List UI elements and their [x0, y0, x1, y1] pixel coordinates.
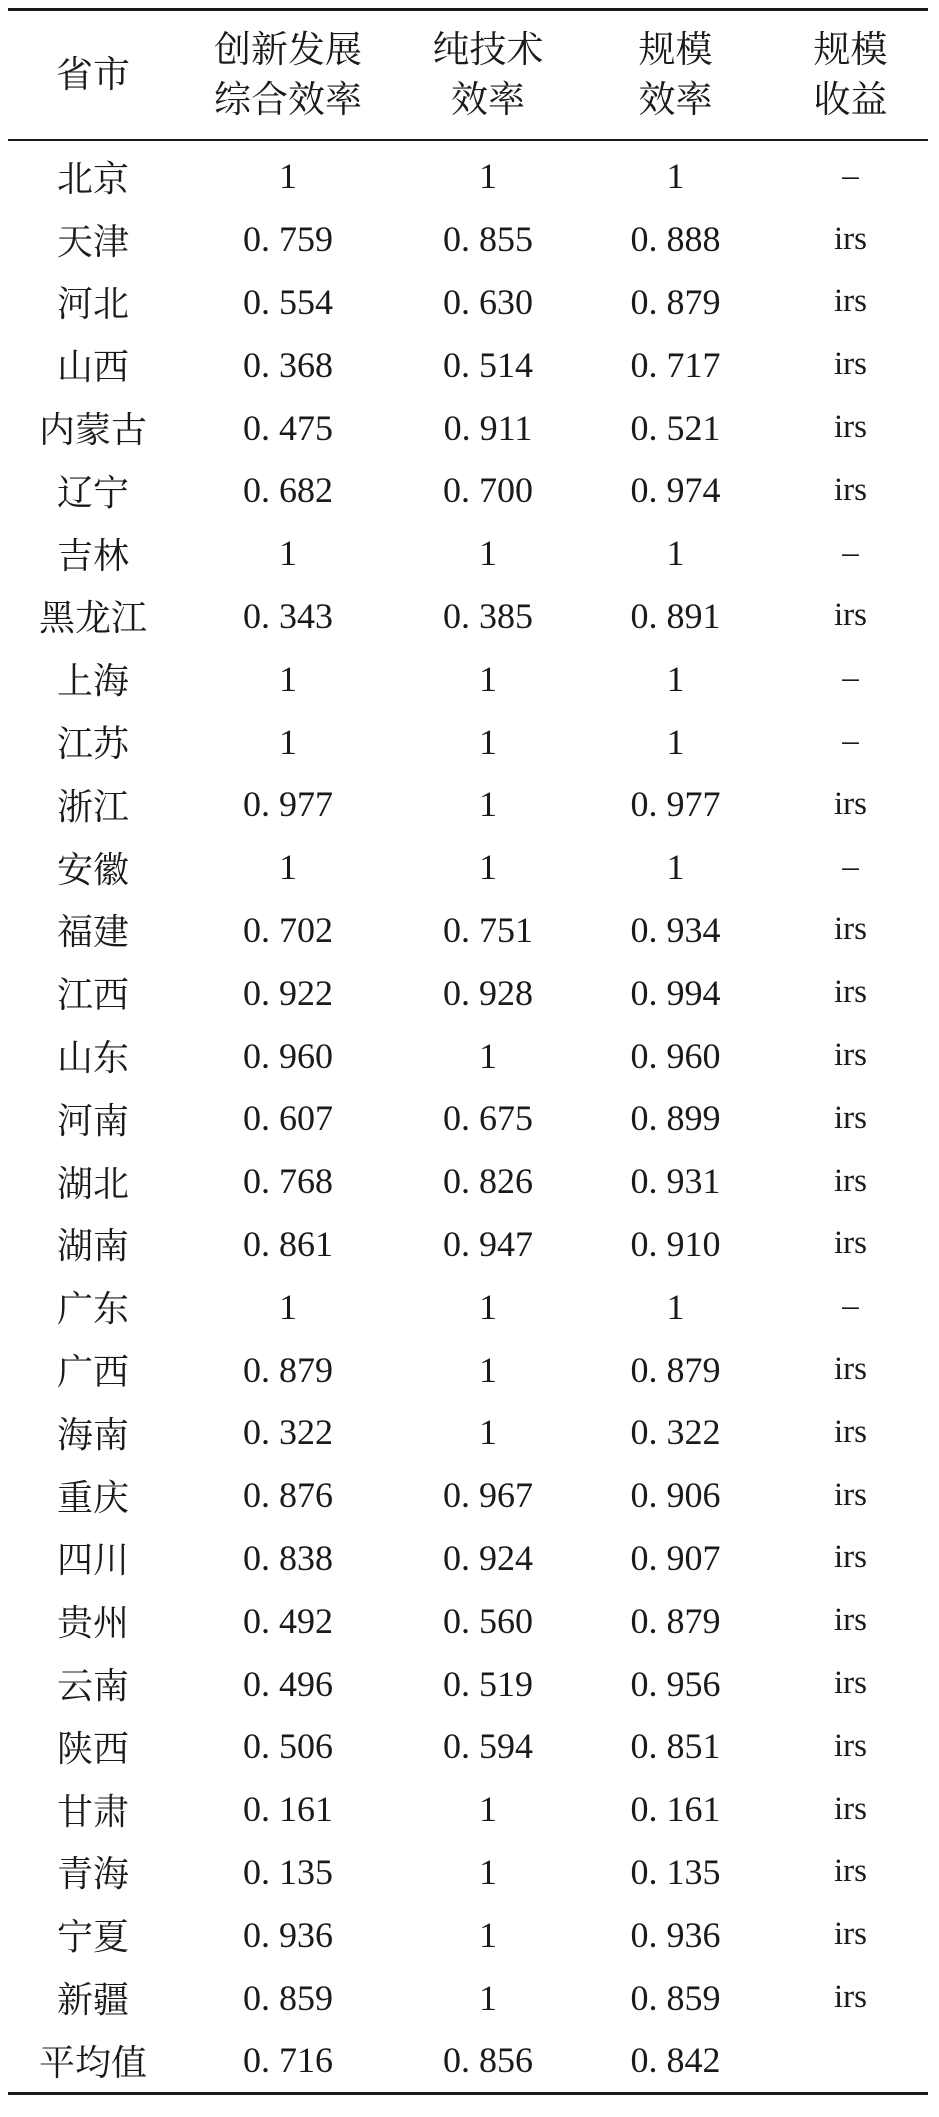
- table-row: [8, 1464, 928, 1527]
- cell-pure-technical-efficiency: 1: [479, 784, 497, 825]
- header-comprehensive-efficiency: [178, 10, 398, 141]
- cell-comprehensive-efficiency: 0. 368: [243, 344, 333, 385]
- cell-province: 广西: [56, 1352, 129, 1394]
- table-row: [8, 1338, 928, 1401]
- cell-province: 山西: [56, 347, 129, 389]
- table-header: [8, 10, 928, 141]
- cell-province: 辽宁: [56, 472, 129, 514]
- table-row: [8, 1275, 928, 1338]
- cell-comprehensive-efficiency: 1: [279, 721, 297, 762]
- cell-comprehensive-efficiency: 0. 838: [243, 1537, 333, 1578]
- cell-scale-efficiency: 0. 888: [630, 219, 721, 260]
- cell-pure-technical-efficiency: 0. 967: [443, 1475, 533, 1516]
- cell-province: 江西: [56, 975, 129, 1017]
- cell-returns-to-scale: irs: [834, 409, 867, 446]
- cell-pure-technical-efficiency: 1: [479, 533, 497, 574]
- efficiency-table: [8, 8, 928, 2095]
- cell-province: 黑龙江: [38, 598, 147, 640]
- cell-pure-technical-efficiency: 1: [479, 1851, 497, 1892]
- cell-scale-efficiency: 0. 842: [630, 2040, 721, 2081]
- cell-province: 广东: [56, 1289, 129, 1331]
- table-row: [8, 836, 928, 899]
- header-returns-to-scale-line-2: 收益: [813, 78, 888, 121]
- cell-province: 吉林: [56, 535, 129, 577]
- cell-returns-to-scale: irs: [834, 597, 867, 634]
- cell-scale-efficiency: 0. 899: [630, 1098, 721, 1139]
- table-row: [8, 1589, 928, 1652]
- cell-returns-to-scale: –: [842, 534, 859, 571]
- cell-province: 湖南: [56, 1226, 129, 1268]
- cell-comprehensive-efficiency: 0. 861: [243, 1223, 333, 1264]
- cell-province: 湖北: [56, 1163, 129, 1205]
- cell-province: 山东: [56, 1038, 129, 1080]
- cell-pure-technical-efficiency: 0. 594: [443, 1726, 533, 1767]
- cell-comprehensive-efficiency: 1: [279, 1286, 297, 1327]
- cell-scale-efficiency: 0. 879: [630, 1600, 721, 1641]
- cell-province: 河南: [56, 1100, 129, 1142]
- cell-province: 浙江: [56, 786, 129, 828]
- cell-pure-technical-efficiency: 1: [479, 658, 497, 699]
- cell-scale-efficiency: 0. 907: [630, 1537, 721, 1578]
- cell-comprehensive-efficiency: 0. 859: [243, 1977, 333, 2018]
- table-row: [8, 899, 928, 962]
- cell-scale-efficiency: 0. 859: [630, 1977, 721, 2018]
- table-row: [8, 647, 928, 710]
- cell-province: 江苏: [56, 724, 129, 766]
- cell-pure-technical-efficiency: 1: [479, 1412, 497, 1453]
- cell-returns-to-scale: irs: [834, 1916, 867, 1953]
- cell-comprehensive-efficiency: 0. 506: [243, 1726, 333, 1767]
- cell-pure-technical-efficiency: 1: [479, 1286, 497, 1327]
- table-row: [8, 773, 928, 836]
- table-row: [8, 1087, 928, 1150]
- header-scale-efficiency: [578, 10, 773, 141]
- cell-pure-technical-efficiency: 1: [479, 1977, 497, 2018]
- cell-returns-to-scale: irs: [834, 1727, 867, 1764]
- table-row: [8, 1715, 928, 1778]
- cell-pure-technical-efficiency: 0. 924: [443, 1537, 533, 1578]
- cell-scale-efficiency: 0. 960: [630, 1035, 721, 1076]
- cell-returns-to-scale: –: [842, 660, 859, 697]
- cell-province: 福建: [56, 912, 129, 954]
- cell-scale-efficiency: 0. 879: [630, 281, 721, 322]
- header-comprehensive-efficiency-line-1: 创新发展: [214, 28, 362, 71]
- header-row: [8, 10, 928, 141]
- cell-comprehensive-efficiency: 1: [279, 847, 297, 888]
- cell-returns-to-scale: irs: [834, 911, 867, 948]
- cell-returns-to-scale: irs: [834, 1539, 867, 1576]
- cell-returns-to-scale: irs: [834, 974, 867, 1011]
- header-returns-to-scale: [773, 10, 928, 141]
- cell-scale-efficiency: 0. 906: [630, 1475, 721, 1516]
- cell-comprehensive-efficiency: 1: [279, 156, 297, 197]
- cell-pure-technical-efficiency: 1: [479, 156, 497, 197]
- cell-scale-efficiency: 0. 322: [630, 1412, 721, 1453]
- cell-returns-to-scale: irs: [834, 346, 867, 383]
- table-row: [8, 459, 928, 522]
- cell-province: 甘肃: [56, 1791, 129, 1833]
- cell-comprehensive-efficiency: 0. 876: [243, 1475, 333, 1516]
- cell-scale-efficiency: 1: [666, 721, 685, 762]
- header-pure-technical-efficiency: [398, 10, 578, 141]
- cell-comprehensive-efficiency: 0. 343: [243, 595, 333, 636]
- cell-scale-efficiency: 1: [666, 658, 685, 699]
- cell-scale-efficiency: 1: [666, 1286, 685, 1327]
- cell-province: 河北: [56, 284, 129, 326]
- cell-scale-efficiency: 0. 956: [630, 1663, 721, 1704]
- cell-province: 云南: [56, 1666, 129, 1708]
- cell-pure-technical-efficiency: 0. 700: [443, 470, 533, 511]
- table-row: [8, 333, 928, 396]
- cell-comprehensive-efficiency: 0. 682: [243, 470, 333, 511]
- cell-pure-technical-efficiency: 1: [479, 1035, 497, 1076]
- table-row: [8, 2029, 928, 2093]
- table-row: [8, 710, 928, 773]
- table-body: [8, 140, 928, 2093]
- table-row: [8, 1213, 928, 1276]
- cell-scale-efficiency: 1: [666, 847, 685, 888]
- header-province-line-1: 省市: [56, 53, 130, 96]
- cell-returns-to-scale: –: [842, 848, 859, 885]
- cell-comprehensive-efficiency: 1: [279, 658, 297, 699]
- cell-pure-technical-efficiency: 0. 519: [443, 1663, 533, 1704]
- cell-province: 上海: [56, 661, 129, 703]
- cell-scale-efficiency: 0. 891: [630, 595, 721, 636]
- cell-pure-technical-efficiency: 0. 630: [443, 281, 533, 322]
- table-row: [8, 208, 928, 271]
- cell-province: 重庆: [56, 1477, 129, 1519]
- header-pure-technical-efficiency-line-2: 效率: [451, 78, 525, 121]
- table-row: [8, 1841, 928, 1904]
- cell-scale-efficiency: 0. 161: [630, 1789, 721, 1830]
- header-province: [8, 10, 178, 141]
- cell-comprehensive-efficiency: 1: [279, 533, 297, 574]
- cell-pure-technical-efficiency: 1: [479, 1914, 497, 1955]
- cell-comprehensive-efficiency: 0. 936: [243, 1914, 333, 1955]
- cell-returns-to-scale: irs: [834, 1979, 867, 2015]
- cell-province: 陕西: [56, 1728, 129, 1770]
- cell-province: 贵州: [56, 1603, 129, 1645]
- cell-returns-to-scale: irs: [834, 1476, 867, 1513]
- cell-scale-efficiency: 0. 936: [630, 1914, 721, 1955]
- table-row: [8, 140, 928, 208]
- cell-scale-efficiency: 0. 974: [630, 470, 721, 511]
- table-row: [8, 1150, 928, 1213]
- cell-pure-technical-efficiency: 1: [479, 721, 497, 762]
- cell-pure-technical-efficiency: 0. 675: [443, 1098, 533, 1139]
- header-returns-to-scale-line-1: 规模: [813, 28, 888, 71]
- cell-scale-efficiency: 0. 994: [630, 972, 721, 1013]
- cell-comprehensive-efficiency: 0. 135: [243, 1851, 333, 1892]
- cell-comprehensive-efficiency: 0. 496: [243, 1663, 333, 1704]
- cell-returns-to-scale: irs: [834, 1853, 867, 1890]
- cell-province: 青海: [56, 1854, 129, 1896]
- cell-returns-to-scale: irs: [834, 1665, 867, 1702]
- cell-returns-to-scale: irs: [834, 1099, 867, 1136]
- cell-returns-to-scale: irs: [834, 283, 867, 320]
- cell-returns-to-scale: –: [842, 157, 859, 194]
- cell-scale-efficiency: 0. 717: [630, 344, 721, 385]
- cell-pure-technical-efficiency: 0. 826: [443, 1161, 533, 1202]
- table-row: [8, 1024, 928, 1087]
- cell-pure-technical-efficiency: 0. 911: [443, 407, 533, 448]
- cell-comprehensive-efficiency: 0. 879: [243, 1349, 333, 1390]
- cell-returns-to-scale: irs: [834, 1225, 867, 1262]
- cell-province: 海南: [56, 1414, 129, 1456]
- cell-province: 安徽: [56, 849, 129, 891]
- table-row: [8, 585, 928, 648]
- header-scale-efficiency-line-1: 规模: [638, 28, 713, 71]
- cell-comprehensive-efficiency: 0. 759: [243, 219, 333, 260]
- cell-returns-to-scale: irs: [834, 1351, 867, 1388]
- cell-pure-technical-efficiency: 0. 514: [443, 344, 533, 385]
- cell-province: 平均值: [38, 2042, 147, 2084]
- table-row: [8, 1778, 928, 1841]
- cell-returns-to-scale: irs: [834, 220, 867, 257]
- cell-comprehensive-efficiency: 0. 161: [243, 1789, 333, 1830]
- table-row: [8, 396, 928, 459]
- table-row: [8, 271, 928, 334]
- table-row: [8, 1401, 928, 1464]
- cell-comprehensive-efficiency: 0. 607: [243, 1098, 333, 1139]
- table-row: [8, 1903, 928, 1966]
- cell-pure-technical-efficiency: 0. 751: [443, 909, 533, 950]
- cell-scale-efficiency: 1: [666, 156, 685, 197]
- cell-pure-technical-efficiency: 0. 385: [443, 595, 533, 636]
- cell-scale-efficiency: 0. 910: [630, 1223, 721, 1264]
- cell-returns-to-scale: irs: [834, 1037, 867, 1074]
- cell-pure-technical-efficiency: 0. 928: [443, 972, 533, 1013]
- header-scale-efficiency-line-2: 效率: [638, 78, 713, 121]
- cell-comprehensive-efficiency: 0. 554: [243, 281, 333, 322]
- cell-pure-technical-efficiency: 1: [479, 1789, 497, 1830]
- cell-province: 新疆: [56, 1980, 129, 2021]
- cell-scale-efficiency: 0. 851: [630, 1726, 721, 1767]
- cell-province: 北京: [56, 158, 129, 200]
- cell-province: 内蒙古: [38, 410, 147, 452]
- cell-comprehensive-efficiency: 0. 322: [243, 1412, 333, 1453]
- cell-scale-efficiency: 0. 931: [630, 1161, 721, 1202]
- cell-returns-to-scale: irs: [834, 785, 867, 822]
- cell-pure-technical-efficiency: 1: [479, 1349, 497, 1390]
- cell-returns-to-scale: [773, 2029, 928, 2093]
- cell-comprehensive-efficiency: 0. 922: [243, 972, 333, 1013]
- cell-scale-efficiency: 0. 135: [630, 1851, 721, 1892]
- cell-scale-efficiency: 0. 521: [630, 407, 721, 448]
- cell-comprehensive-efficiency: 0. 702: [243, 909, 333, 950]
- cell-pure-technical-efficiency: 0. 560: [443, 1600, 533, 1641]
- cell-scale-efficiency: 1: [666, 533, 685, 574]
- cell-comprehensive-efficiency: 0. 716: [243, 2040, 333, 2081]
- cell-pure-technical-efficiency: 0. 855: [443, 219, 533, 260]
- cell-scale-efficiency: 0. 934: [630, 909, 721, 950]
- header-comprehensive-efficiency-line-2: 综合效率: [214, 78, 362, 121]
- table-row: [8, 961, 928, 1024]
- cell-returns-to-scale: –: [842, 1288, 859, 1325]
- cell-province: 宁夏: [56, 1917, 129, 1959]
- cell-pure-technical-efficiency: 1: [479, 847, 497, 888]
- cell-comprehensive-efficiency: 0. 492: [243, 1600, 333, 1641]
- cell-province: 天津: [56, 221, 129, 263]
- cell-pure-technical-efficiency: 0. 856: [443, 2040, 533, 2081]
- table-row: [8, 1527, 928, 1590]
- cell-returns-to-scale: irs: [834, 1790, 867, 1827]
- cell-comprehensive-efficiency: 0. 768: [243, 1161, 333, 1202]
- cell-comprehensive-efficiency: 0. 960: [243, 1035, 333, 1076]
- cell-returns-to-scale: irs: [834, 471, 867, 508]
- table-row: [8, 1652, 928, 1715]
- cell-scale-efficiency: 0. 879: [630, 1349, 721, 1390]
- table-row: [8, 522, 928, 585]
- table-row: [8, 1966, 928, 2029]
- cell-comprehensive-efficiency: 0. 977: [243, 784, 333, 825]
- cell-returns-to-scale: irs: [834, 1602, 867, 1639]
- cell-province: 四川: [56, 1540, 129, 1582]
- cell-returns-to-scale: –: [842, 723, 859, 760]
- cell-scale-efficiency: 0. 977: [630, 784, 721, 825]
- header-pure-technical-efficiency-line-1: 纯技术: [432, 28, 544, 71]
- cell-comprehensive-efficiency: 0. 475: [243, 407, 333, 448]
- cell-returns-to-scale: irs: [834, 1162, 867, 1199]
- cell-returns-to-scale: irs: [834, 1413, 867, 1450]
- cell-pure-technical-efficiency: 0. 947: [443, 1223, 533, 1264]
- efficiency-table-container: [8, 8, 928, 2095]
